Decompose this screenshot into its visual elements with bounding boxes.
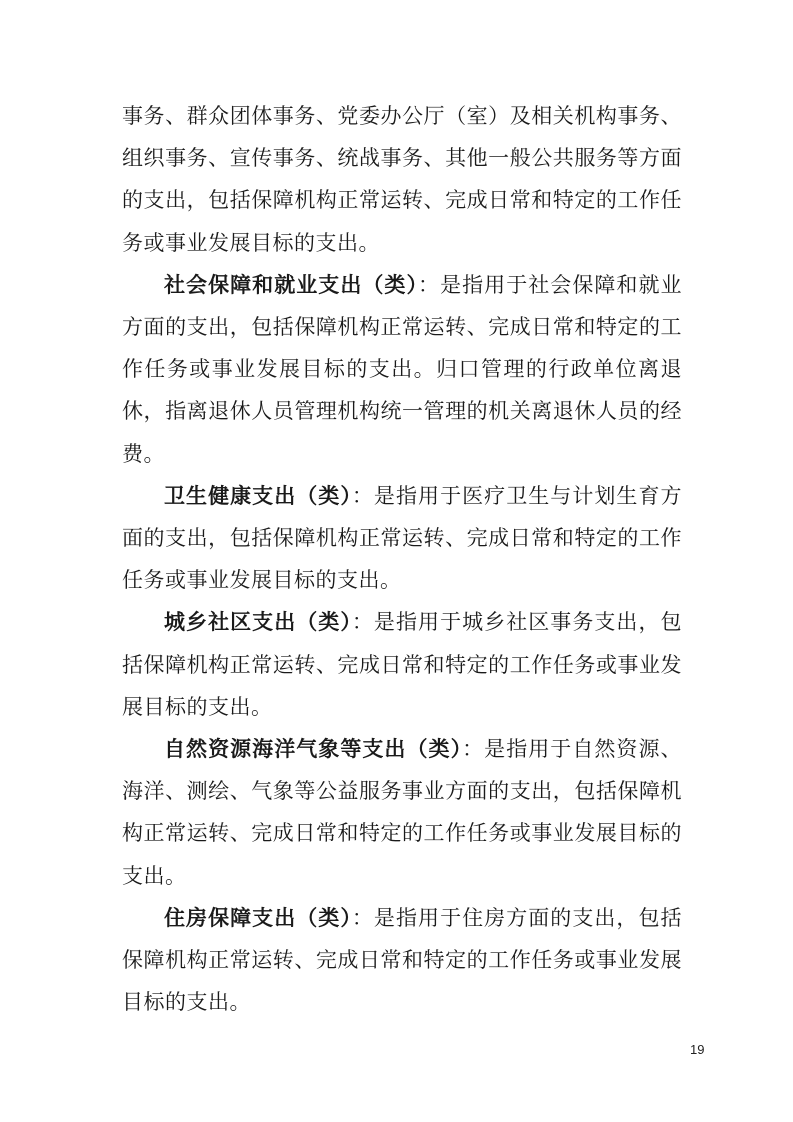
- paragraph-text: ：是指用于社会保障和就业方面的支出，包括保障机构正常运转、完成日常和特定的工作任务或事业发展目标的支出。归口管理的行政单位离退休，指离退休人员管理机构统一管理的机关离退休人员的经费。: [122, 272, 683, 466]
- paragraph-term: 卫生健康支出（类）: [164, 482, 352, 508]
- paragraph-housing: [122, 897, 682, 1024]
- paragraph-term: 城乡社区支出（类）: [164, 609, 352, 635]
- paragraph-text: ：是指用于城乡社区事务支出，包括保障机构正常运转、完成日常和特定的工作任务或事业发展目标的支出。: [122, 610, 682, 719]
- paragraph-continuation: [122, 95, 682, 264]
- paragraph-term: 自然资源海洋气象等支出（类）: [164, 736, 463, 762]
- paragraph-text: 事务、群众团体事务、党委办公厅（室）及相关机构事务、组织事务、宣传事务、统战事务、其他一般公共服务等方面的支出，包括保障机构正常运转、完成日常和特定的工作任务或事业发展目标的支出。: [122, 104, 682, 255]
- paragraph-natural-resources: [122, 728, 682, 897]
- paragraph-term: 社会保障和就业支出（类）: [164, 271, 419, 297]
- body-text: [122, 95, 682, 1023]
- page-number: 19: [690, 1042, 705, 1057]
- paragraph-term: 住房保障支出（类）: [164, 904, 352, 930]
- paragraph-urban-rural: [122, 601, 682, 728]
- paragraph-social-security: [122, 264, 682, 475]
- paragraph-text: ：是指用于医疗卫生与计划生育方面的支出，包括保障机构正常运转、完成日常和特定的工作任务或事业发展目标的支出。: [122, 483, 682, 593]
- paragraph-text: ：是指用于自然资源、海洋、测绘、气象等公益服务事业方面的支出，包括保障机构正常运转、完成日常和特定的工作任务或事业发展目标的支出。: [122, 737, 682, 888]
- paragraph-health: [122, 475, 682, 602]
- paragraph-text: ：是指用于住房方面的支出，包括保障机构正常运转、完成日常和特定的工作任务或事业发展目标的支出。: [122, 905, 682, 1015]
